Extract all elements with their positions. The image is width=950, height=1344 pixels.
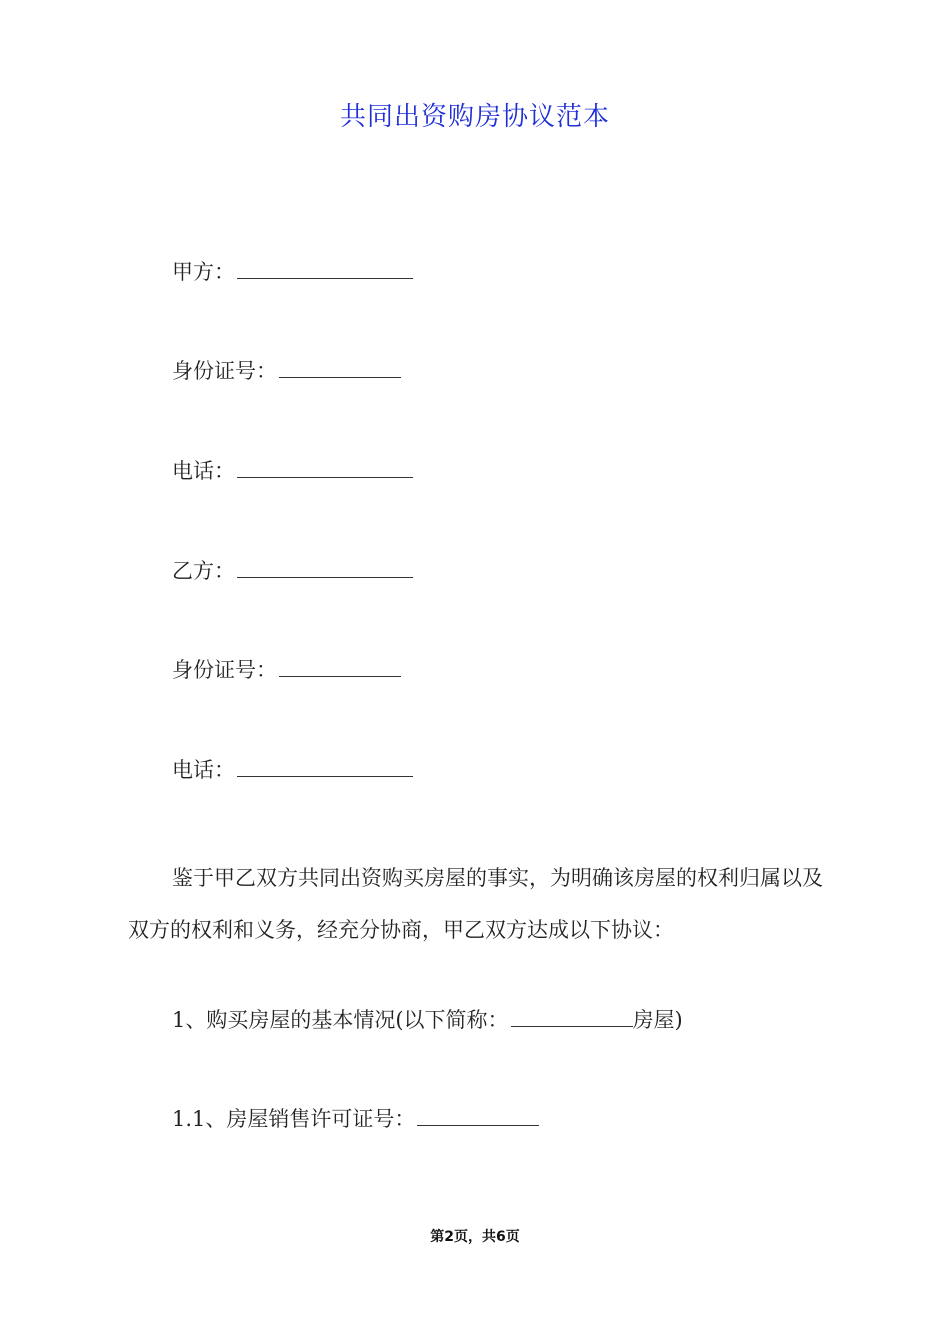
party-a-id-label: 身份证号： bbox=[172, 359, 277, 383]
party-a-name-blank bbox=[237, 256, 413, 279]
party-a-phone-label: 电话： bbox=[172, 459, 235, 483]
document-title: 共同出资购房协议范本 bbox=[339, 102, 610, 132]
party-b-phone-label: 电话： bbox=[172, 758, 235, 782]
party-a-id-blank bbox=[279, 355, 401, 378]
party-b-name-blank bbox=[237, 555, 413, 578]
clause-1-1-blank bbox=[417, 1103, 539, 1126]
page-indicator: 第2页，共6页 bbox=[430, 1229, 520, 1245]
party-a-phone-line bbox=[172, 455, 413, 486]
clause-1-blank bbox=[511, 1004, 633, 1027]
party-a-name-line bbox=[172, 256, 413, 287]
clause-1-line bbox=[172, 1004, 683, 1035]
party-a-name-label: 甲方： bbox=[172, 260, 235, 284]
clause-1-1-line bbox=[172, 1103, 539, 1134]
party-b-id-blank bbox=[279, 654, 401, 677]
party-b-id-label: 身份证号： bbox=[172, 658, 277, 682]
party-b-name-line bbox=[172, 555, 413, 586]
clause-1-1-label: 1.1、房屋销售许可证号： bbox=[172, 1107, 416, 1131]
party-a-phone-blank bbox=[237, 455, 413, 478]
party-b-phone-line bbox=[172, 754, 413, 785]
clause-1-suffix: 房屋) bbox=[632, 1008, 683, 1032]
preamble-paragraph: 鉴于甲乙双方共同出资购买房屋的事实，为明确该房屋的权利归属以及双方的权利和义务，经充分协商，甲乙双方达成以下协议： bbox=[128, 866, 823, 942]
party-b-name-label: 乙方： bbox=[172, 559, 235, 583]
party-b-phone-blank bbox=[237, 754, 413, 777]
clause-1-prefix: 1、购买房屋的基本情况(以下简称： bbox=[172, 1008, 509, 1032]
party-b-id-line bbox=[172, 654, 401, 685]
party-a-id-line bbox=[172, 355, 401, 386]
